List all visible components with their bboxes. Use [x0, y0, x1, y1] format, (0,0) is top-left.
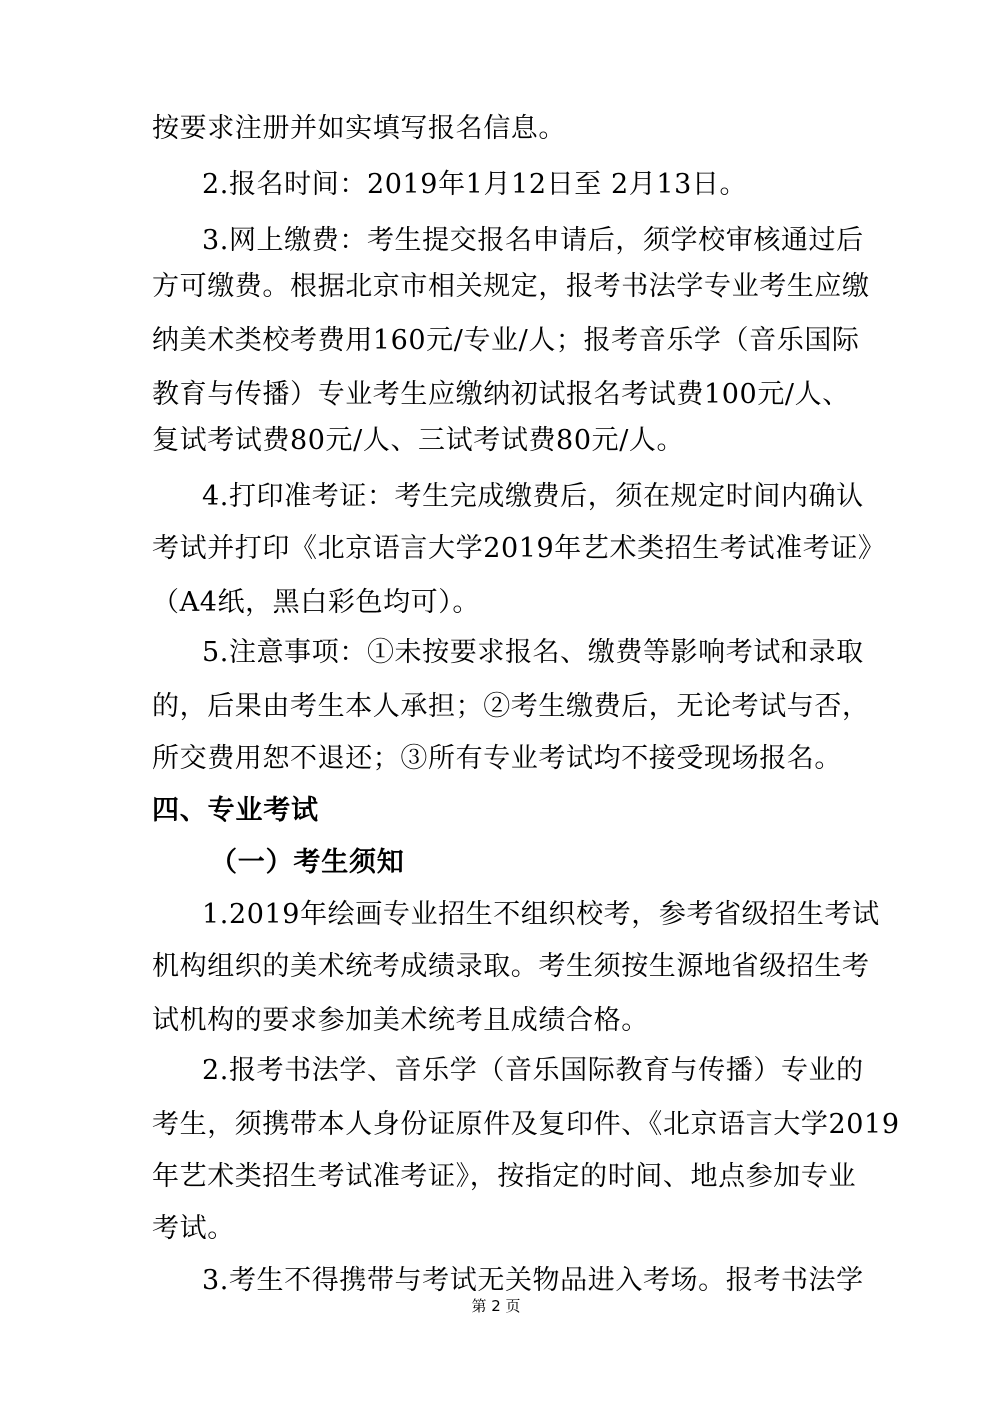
text-line-6: 教育与传播）专业考生应缴纳初试报名考试费100元/人、 [152, 379, 850, 410]
section-heading: 四、专业考试 [152, 795, 319, 826]
text-line-18: 试机构的要求参加美术统考且成绩合格。 [152, 1005, 649, 1036]
text-line-20: 考生，须携带本人身份证原件及复印件、《北京语言大学2019 [152, 1109, 900, 1140]
text-line-1: 按要求注册并如实填写报名信息。 [152, 113, 566, 144]
text-line-8: 4.打印准考证：考生完成缴费后，须在规定时间内确认 [202, 481, 864, 512]
text-line-2: 2.报名时间：2019年1月12日至 2月13日。 [202, 169, 748, 200]
text-line-11: 5.注意事项：①未按要求报名、缴费等影响考试和录取 [202, 637, 864, 668]
page-footer: 第 2 页 [471, 1297, 521, 1315]
text-line-7: 复试考试费80元/人、三试考试费80元/人。 [152, 425, 685, 456]
text-line-5: 纳美术类校考费用160元/专业/人；报考音乐学（音乐国际 [152, 325, 860, 356]
text-line-17: 机构组织的美术统考成绩录取。考生须按生源地省级招生考 [152, 951, 870, 982]
text-line-13: 所交费用恕不退还；③所有专业考试均不接受现场报名。 [152, 743, 842, 774]
text-line-12: 的，后果由考生本人承担；②考生缴费后，无论考试与否， [152, 691, 870, 722]
text-line-23: 3.考生不得携带与考试无关物品进入考场。报考书法学 [202, 1265, 864, 1296]
text-line-16: 1.2019年绘画专业招生不组织校考，参考省级招生考试 [202, 899, 880, 930]
text-line-19: 2.报考书法学、音乐学（音乐国际教育与传播）专业的 [202, 1055, 864, 1086]
text-line-21: 年艺术类招生考试准考证》，按指定的时间、地点参加专业 [152, 1161, 857, 1192]
text-line-10: （A4纸，黑白彩色均可）。 [152, 587, 480, 618]
text-line-3: 3.网上缴费：考生提交报名申请后，须学校审核通过后 [202, 225, 864, 256]
text-line-9: 考试并打印《北京语言大学2019年艺术类招生考试准考证》 [152, 533, 886, 564]
subsection-heading: （一）考生须知 [210, 847, 405, 878]
text-line-22: 考试。 [152, 1213, 235, 1244]
text-line-4: 方可缴费。根据北京市相关规定，报考书法学专业考生应缴 [152, 271, 870, 302]
